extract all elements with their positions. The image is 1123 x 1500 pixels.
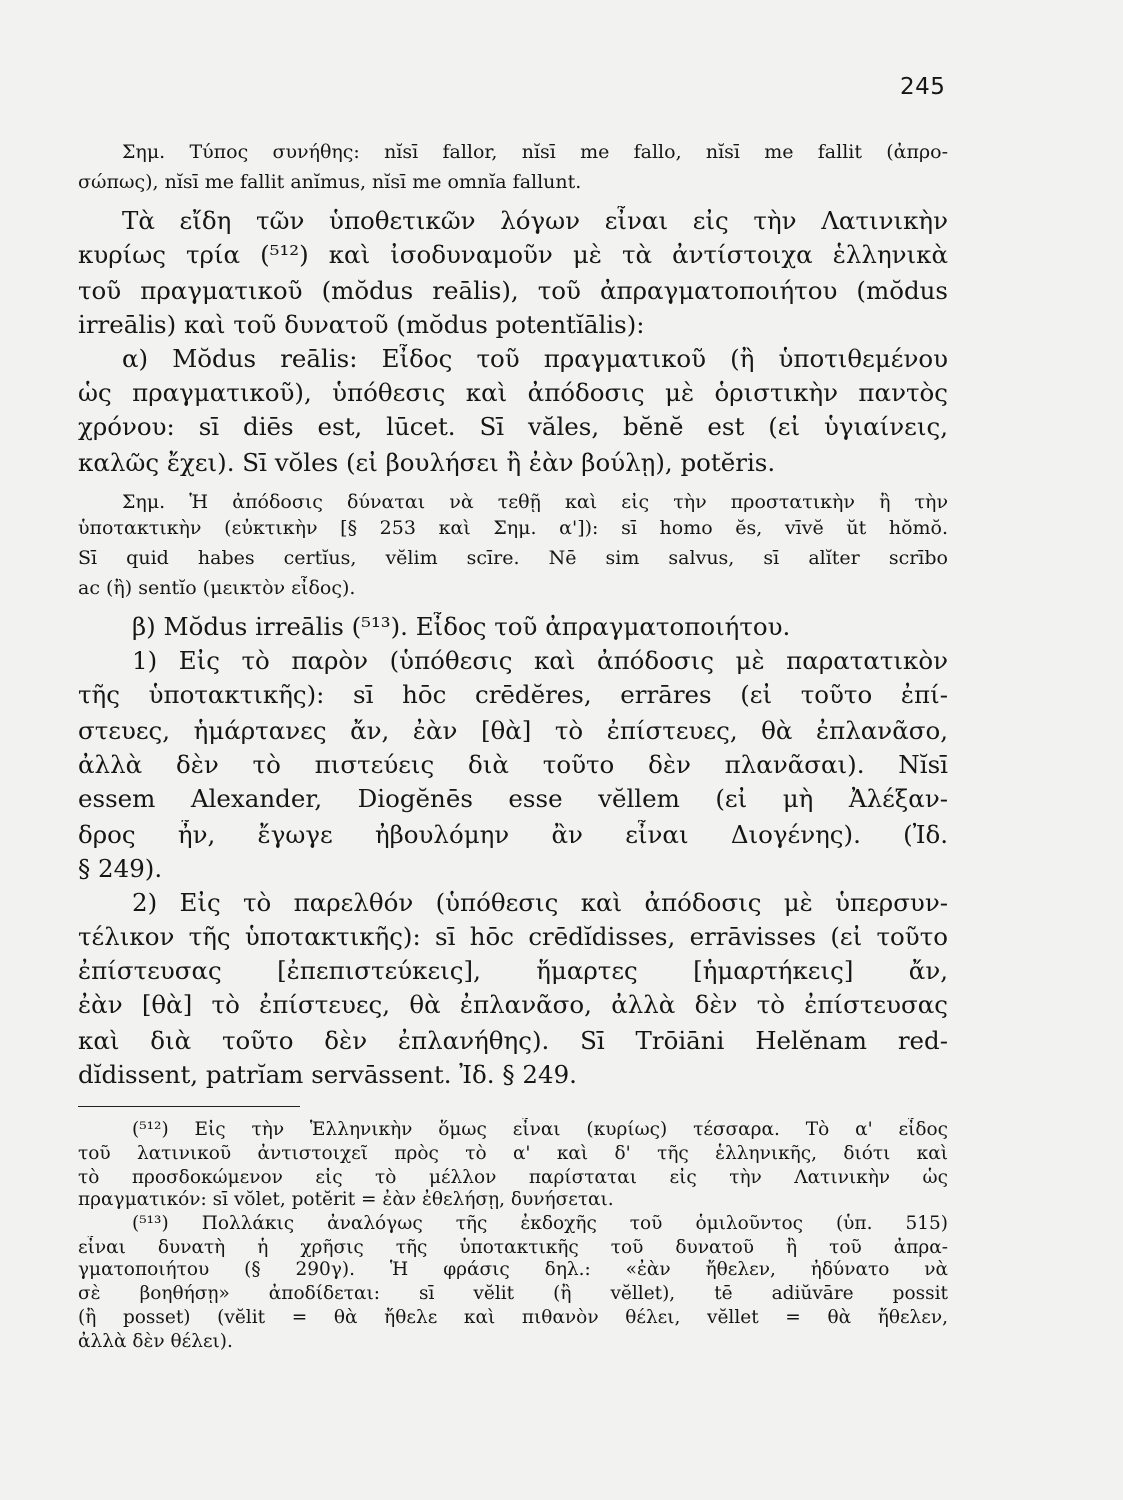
text-line: Σημ. Ἡ ἀπόδοσις δύναται νὰ τεθῇ καὶ εἰς τὴν προστατικὴν ἢ τὴν (122, 491, 948, 513)
text-line: essem Alexander, Diogĕnēs esse vĕllem (εἰ μὴ Ἀλέξαν- (78, 784, 948, 813)
text-line: δρος ἦν, ἔγωγε ἠβουλόμην ἂν εἶναι Διογένης). (Ἰδ. (78, 820, 948, 849)
text-line: Sī quid habes certĭus, vĕlim scīre. Nē sim salvus, sī alĭter scrībo (78, 547, 948, 569)
text-line: σώπως), nĭsī me fallit anĭmus, nĭsī me omnĭa fallunt. (78, 171, 582, 193)
text-line: Τὰ εἴδη τῶν ὑποθετικῶν λόγων εἶναι εἰς τὴν Λατινικὴν (122, 206, 948, 235)
footnote-line: ἀλλὰ δὲν θέλει). (78, 1331, 233, 1352)
text-line: ἀλλὰ δὲν τὸ πιστεύεις διὰ τοῦτο δὲν πλανᾶσαι). Nĭsī (78, 750, 948, 779)
text-line: ac (ἢ) sentĭo (μεικτὸν εἶδος). (78, 577, 356, 599)
text-line: καλῶς ἔχει). Sī vŏles (εἰ βουλήσει ἢ ἐὰν βούλῃ), potĕris. (78, 448, 776, 477)
text-line: 2) Εἰς τὸ παρελθόν (ὑπόθεσις καὶ ἀπόδοσις μὲ ὑπερσυν- (132, 888, 948, 917)
text-line: τῆς ὑποτακτικῆς): sī hōc crēdĕres, errāres (εἰ τοῦτο ἐπί- (78, 680, 948, 709)
page-number: 245 (900, 74, 946, 100)
text-line: ὡς πραγματικοῦ), ὑπόθεσις καὶ ἀπόδοσις μὲ ὁριστικὴν παντὸς (78, 378, 948, 407)
text-line: στευες, ἡμάρτανες ἄν, ἐὰν [θὰ] τὸ ἐπίστευες, θὰ ἐπλανᾶσο, (78, 716, 948, 745)
text-line: § 249). (78, 854, 163, 883)
text-line: καὶ διὰ τοῦτο δὲν ἐπλανήθης). Sī Trōiāni Helĕnam red- (78, 1026, 948, 1055)
footnote-line: σὲ βοηθήσῃ» ἀποδίδεται: sī vĕlit (ἢ vĕllet), tē adiŭvāre possit (78, 1283, 948, 1304)
footnote-line: τὸ προσδοκώμενον εἰς τὸ μέλλον παρίσταται εἰς τὴν Λατινικὴν ὡς (78, 1167, 948, 1188)
footnote-divider (78, 1106, 300, 1107)
text-line: 1) Εἰς τὸ παρὸν (ὑπόθεσις καὶ ἀπόδοσις μὲ παρατατικὸν (132, 646, 948, 675)
text-line: α) Mŏdus reālis: Εἶδος τοῦ πραγματικοῦ (ἢ ὑποτιθεμένου (122, 344, 948, 373)
footnote-line: (ἢ posset) (vĕlit = θὰ ἤθελε καὶ πιθανὸν θέλει, vĕllet = θὰ ἤθελεν, (78, 1307, 948, 1328)
text-line: β) Mŏdus irreālis (⁵¹³). Εἶδος τοῦ ἀπραγματοποιήτου. (132, 612, 791, 641)
text-line: ὑποτακτικὴν (εὐκτικὴν [§ 253 καὶ Σημ. α']): sī homo ĕs, vīvĕ ŭt hŏmŏ. (78, 517, 948, 539)
text-line: ἐὰν [θὰ] τὸ ἐπίστευες, θὰ ἐπλανᾶσο, ἀλλὰ δὲν τὸ ἐπίστευσας (78, 990, 948, 1019)
footnote-line: τοῦ λατινικοῦ ἀντιστοιχεῖ πρὸς τὸ α' καὶ δ' τῆς ἑλληνικῆς, διότι καὶ (78, 1143, 948, 1164)
footnote-line: πραγματικόν: sī vŏlet, potĕrit = ἐὰν ἐθελήσῃ, δυνήσεται. (78, 1189, 614, 1210)
text-line: τέλικον τῆς ὑποτακτικῆς): sī hōc crēdĭdisses, errāvisses (εἰ τοῦτο (78, 922, 948, 951)
text-line: irreālis) καὶ τοῦ δυνατοῦ (mŏdus potentĭālis): (78, 310, 645, 339)
text-line: Σημ. Τύπος συνήθης: nĭsī fallor, nĭsī me fallo, nĭsī me fallit (ἀπρο- (122, 141, 948, 163)
text-line: dĭdissent, patrĭam servāssent. Ἰδ. § 249. (78, 1060, 577, 1089)
footnote-line: (⁵¹³) Πολλάκις ἀναλόγως τῆς ἐκδοχῆς τοῦ ὁμιλοῦντος (ὑπ. 515) (132, 1213, 948, 1234)
footnote-line: (⁵¹²) Εἰς τὴν Ἑλληνικὴν ὅμως εἶναι (κυρίως) τέσσαρα. Τὸ α' εἶδος (132, 1119, 948, 1140)
text-line: ἐπίστευσας [ἐπεπιστεύκεις], ἥμαρτες [ἡμαρτήκεις] ἄν, (78, 956, 948, 985)
text-line: τοῦ πραγματικοῦ (mŏdus reālis), τοῦ ἀπραγματοποιήτου (mŏdus (78, 276, 948, 305)
text-line: χρόνου: sī diēs est, lūcet. Sī văles, bĕnĕ est (εἰ ὑγιαίνεις, (78, 412, 948, 441)
footnote-line: γματοποιήτου (§ 290γ). Ἡ φράσις δηλ.: «ἐὰν ἤθελεν, ἠδύνατο νὰ (78, 1259, 948, 1280)
footnote-line: εἶναι δυνατὴ ἡ χρῆσις τῆς ὑποτακτικῆς τοῦ δυνατοῦ ἢ τοῦ ἀπρα- (78, 1237, 948, 1258)
text-line: κυρίως τρία (⁵¹²) καὶ ἰσοδυναμοῦν μὲ τὰ ἀντίστοιχα ἑλληνικὰ (78, 240, 948, 269)
